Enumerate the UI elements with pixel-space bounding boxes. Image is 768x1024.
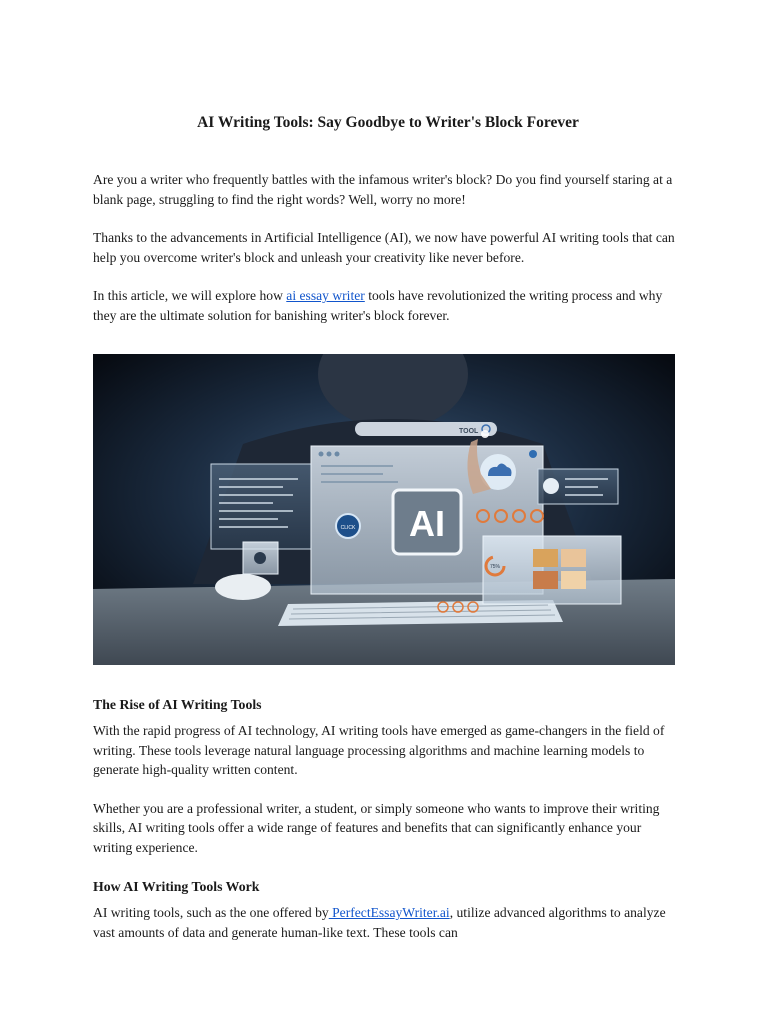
window-dot-3 [335, 452, 340, 457]
touch-glow [481, 430, 489, 438]
bot-icon [254, 552, 266, 564]
intro-3-text-before: In this article, we will explore how [93, 288, 287, 303]
mouse [215, 574, 271, 600]
progress-badge-label: CLICK [340, 525, 356, 531]
article-title: AI Writing Tools: Say Goodbye to Writer's Block Forever [197, 114, 579, 131]
code-panel-left [211, 464, 311, 549]
article [93, 100, 683, 942]
section-2-heading: How AI Writing Tools Work [93, 879, 260, 894]
hero-image [93, 354, 675, 665]
section-2-paragraph-1 [93, 903, 683, 942]
window-dot-2 [327, 452, 332, 457]
search-bar-label: TOOL [459, 428, 479, 435]
section-1-paragraph-1: With the rapid progress of AI technology, AI writing tools have emerged as game-changers in the field of writing. These tools leverage natural language processing algorithms and machine learning models to generate high-quality written content. [93, 723, 665, 777]
percent-ring-label: 75% [489, 564, 501, 570]
hero-illustration [93, 354, 675, 665]
robot-icon [543, 478, 559, 494]
ai-chip-label: AI [409, 503, 445, 544]
intro-3-text-after: tools have revolutionized the writing process and why they are the ultimate solution for banishing writer's block forever. [93, 288, 663, 323]
section-2-text-after: , utilize advanced algorithms to analyze vast amounts of data and generate human-like text. These tools can [93, 905, 666, 940]
intro-paragraph-1: Are you a writer who frequently battles with the infamous writer's block? Do you find yourself staring at a blank page, struggling to find the right words? Well, worry no more! [93, 172, 673, 207]
perfect-essay-writer-link[interactable]: PerfectEssayWriter.ai [328, 905, 450, 920]
intro-paragraph-2: Thanks to the advancements in Artificial Intelligence (AI), we now have powerful AI writing tools that can help you overcome writer's block and unleash your creativity like never before. [93, 230, 675, 265]
ai-essay-writer-link[interactable]: ai essay writer [286, 288, 365, 303]
window-dot-1 [319, 452, 324, 457]
section-2-text-before: AI writing tools, such as the one offered by [93, 905, 329, 920]
section-1-heading: The Rise of AI Writing Tools [93, 697, 262, 712]
thumbnail-1 [533, 549, 558, 567]
intro-paragraph-3 [93, 286, 683, 325]
thumbnail-4 [561, 571, 586, 589]
thumbnail-2 [561, 549, 586, 567]
user-icon [529, 450, 537, 458]
thumbnail-3 [533, 571, 558, 589]
section-1-paragraph-2: Whether you are a professional writer, a student, or simply someone who wants to improve their writing skills, AI writing tools offer a wide range of features and benefits that can significantly enhance your writing experience. [93, 800, 660, 855]
